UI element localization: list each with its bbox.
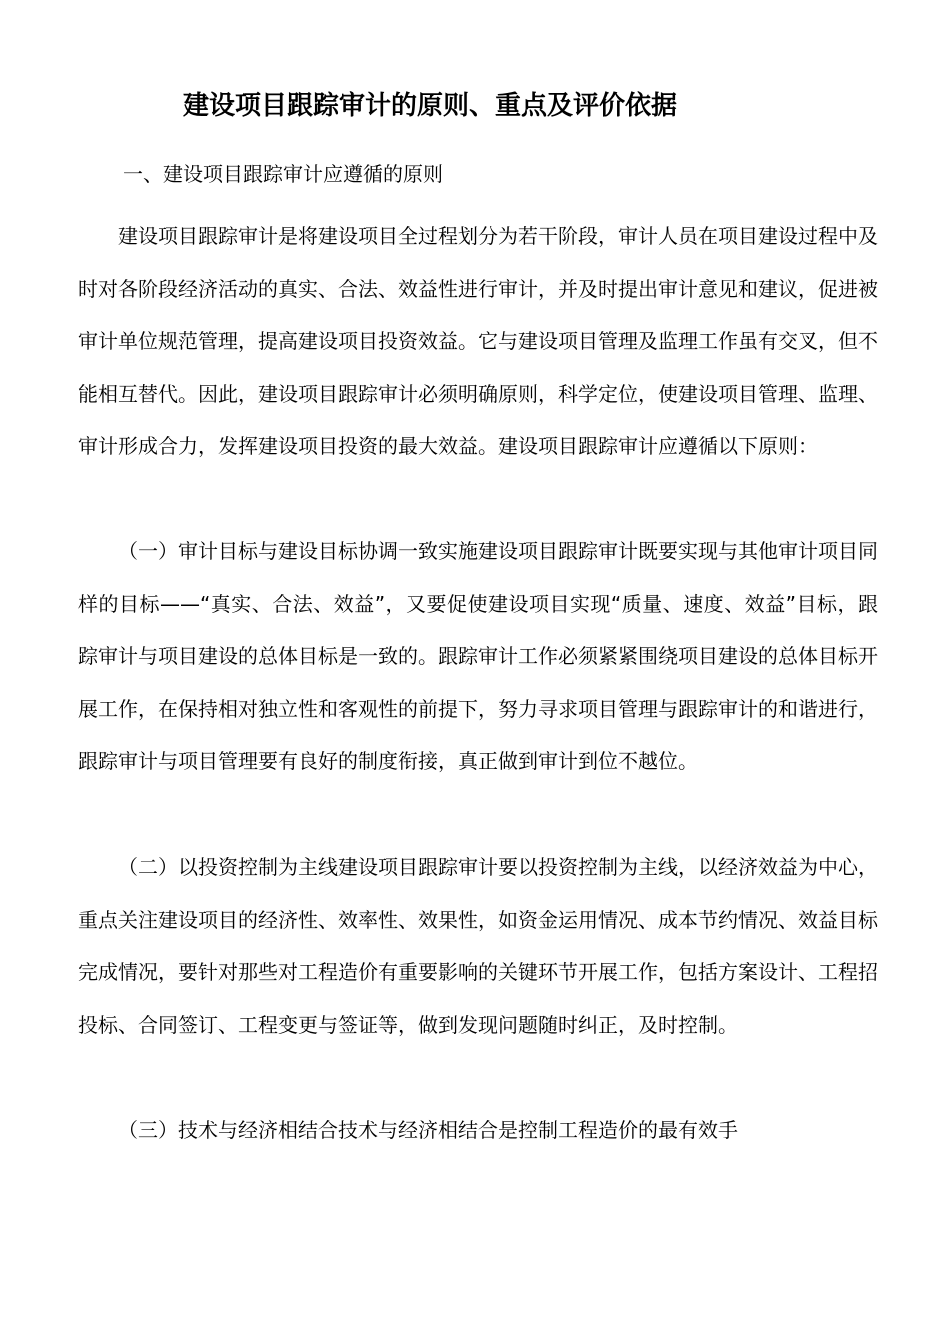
document-title: 建设项目跟踪审计的原则、重点及评价依据: [182, 91, 677, 121]
paragraph-principle-3: （三）技术与经济相结合技术与经济相结合是控制工程造价的最有效手: [118, 1118, 738, 1142]
paragraph-principle-2: （二）以投资控制为主线建设项目跟踪审计要以投资控制为主线，以经济效益为中心，重点关注建设项目的经济性、效率性、效果性，如资金运用情况、成本节约情况、效益目标完成情况，要针对那些对工程造价有重要影响的关键环节开展工作，包括方案设计、工程招投标、合同签订、工程变更与签证等，做到发现问题随时纠正，及时控制。: [78, 855, 878, 1037]
paragraph-principle-1: （一）审计目标与建设目标协调一致实施建设项目跟踪审计既要实现与其他审计项目同样的目标——“真实、合法、效益”，又要促使建设项目实现“质量、速度、效益”目标，跟踪审计与项目建设的总体目标是一致的。跟踪审计工作必须紧紧围绕项目建设的总体目标开展工作，在保持相对独立性和客观性的前提下，努力寻求项目管理与跟踪审计的和谐进行，跟踪审计与项目管理要有良好的制度衔接，真正做到审计到位不越位。: [78, 539, 878, 774]
paragraph-intro: 建设项目跟踪审计是将建设项目全过程划分为若干阶段，审计人员在项目建设过程中及时对各阶段经济活动的真实、合法、效益性进行审计，并及时提出审计意见和建议，促进被审计单位规范管理，提高建设项目投资效益。它与建设项目管理及监理工作虽有交叉，但不能相互替代。因此，建设项目跟踪审计必须明确原则，科学定位，使建设项目管理、监理、审计形成合力，发挥建设项目投资的最大效益。建设项目跟踪审计应遵循以下原则：: [78, 224, 878, 459]
section-heading: 一、建设项目跟踪审计应遵循的原则: [123, 162, 443, 186]
